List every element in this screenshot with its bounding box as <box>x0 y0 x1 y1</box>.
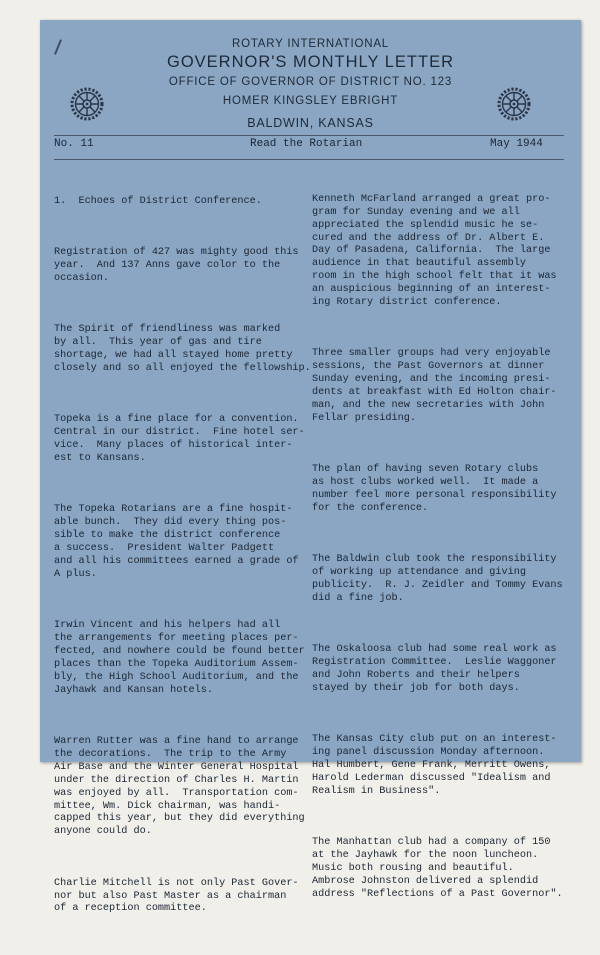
paragraph: Charlie Mitchell is not only Past Gover- nor but also Past Master as a chairman of a reception committee. <box>54 877 299 915</box>
paragraph: The Topeka Rotarians are a fine hospit- able bunch. They did every thing pos- sible to make the district conference a success. President Walter Padgett and all his committees earned a grade of A plus. <box>54 504 299 580</box>
letter-page <box>40 20 581 915</box>
letterhead-organization: ROTARY INTERNATIONAL <box>231 38 389 50</box>
issue-number: No. 11 <box>54 138 94 150</box>
paragraph: Irwin Vincent and his helpers had all the arrangements for meeting places per- fected, and nowhere could be found better places than the Topeka Auditorium Assem- bly, the High School Auditorium, and the Jayhawk and Kansan hotels. <box>54 620 305 696</box>
paragraph: Warren Rutter was a fine hand to arrange the decorations. The trip to the Army Air Base and the Winter General Hospital under the direction of Charles H. Martin was enjoyed by all. Transportation com- mittee, Wm. Dick chairman, was handi- capped this year, but they did everything anyone could do. <box>54 736 305 838</box>
paragraph: The plan of having seven Rotary clubs as host clubs worked well. It made a number feel more personal responsibility for the conference. <box>312 464 557 514</box>
issue-date: May 1944 <box>490 138 543 150</box>
masthead-slogan: Read the Rotarian <box>250 138 363 150</box>
rotary-wheel-icon <box>496 86 532 122</box>
paragraph: Registration of 427 was mighty good this year. And 137 Anns gave color to the occasion. <box>54 247 299 284</box>
letterhead-title: GOVERNOR'S MONTHLY LETTER <box>167 53 454 71</box>
rotary-wheel-icon <box>69 86 105 122</box>
paragraph: The Spirit of friendliness was marked by all. This year of gas and tire shortage, we had all stayed home pretty closely and so all enjoyed the fellowship. <box>54 324 311 374</box>
masthead-rule-top <box>54 135 564 136</box>
paragraph: Three smaller groups had very enjoyable sessions, the Past Governors at dinner Sunday evening, and the incoming presi- dents at breakfast with Ed Holton chair- man, and the new secretaries with John Fellar presiding. <box>312 348 557 424</box>
left-column <box>54 170 311 955</box>
right-column <box>312 168 574 940</box>
paragraph: Topeka is a fine place for a convention. Central in our district. Fine hotel ser- vice. Many places of historical inter- est to Kansans. <box>54 414 305 464</box>
paragraph: Kenneth McFarland arranged a great pro- gram for Sunday evening and we all appreciated the splendid music he se- cured and the address of Dr. Albert E. Day of Pasadena, California. The large audience in that beautiful assembly room in the high school felt that it was an auspicious beginning of an interest- ing Rotary district conference. <box>312 193 557 309</box>
letterhead-governor-name: HOMER KINGSLEY EBRIGHT <box>222 95 399 107</box>
paragraph: The Baldwin club took the responsibility of working up attendance and giving publicity. R. J. Zeidler and Tommy Evans did a fine job. <box>312 554 563 604</box>
masthead-rule-bottom <box>54 159 564 160</box>
letterhead-office: OFFICE OF GOVERNOR OF DISTRICT NO. 123 <box>168 76 453 88</box>
paragraph: The Oskaloosa club had some real work as Registration Committee. Leslie Waggoner and John Roberts and their helpers stayed by their job for both days. <box>312 644 557 694</box>
paragraph: The Kansas City club put on an interest- ing panel discussion Monday afternoon. Hal Humbert, Gene Frank, Merritt Owens, Harold Lederman discussed "Idealism and Realism in Business". <box>312 734 557 797</box>
paragraph: 1. Echoes of District Conference. <box>54 195 262 207</box>
letterhead-location: BALDWIN, KANSAS <box>247 116 374 130</box>
paragraph: The Manhattan club had a company of 150 at the Jayhawk for the noon luncheon. Music both rousing and beautiful. Ambrose Johnston delivered a splendid address "Reflections of a Past Governor". <box>312 837 563 900</box>
